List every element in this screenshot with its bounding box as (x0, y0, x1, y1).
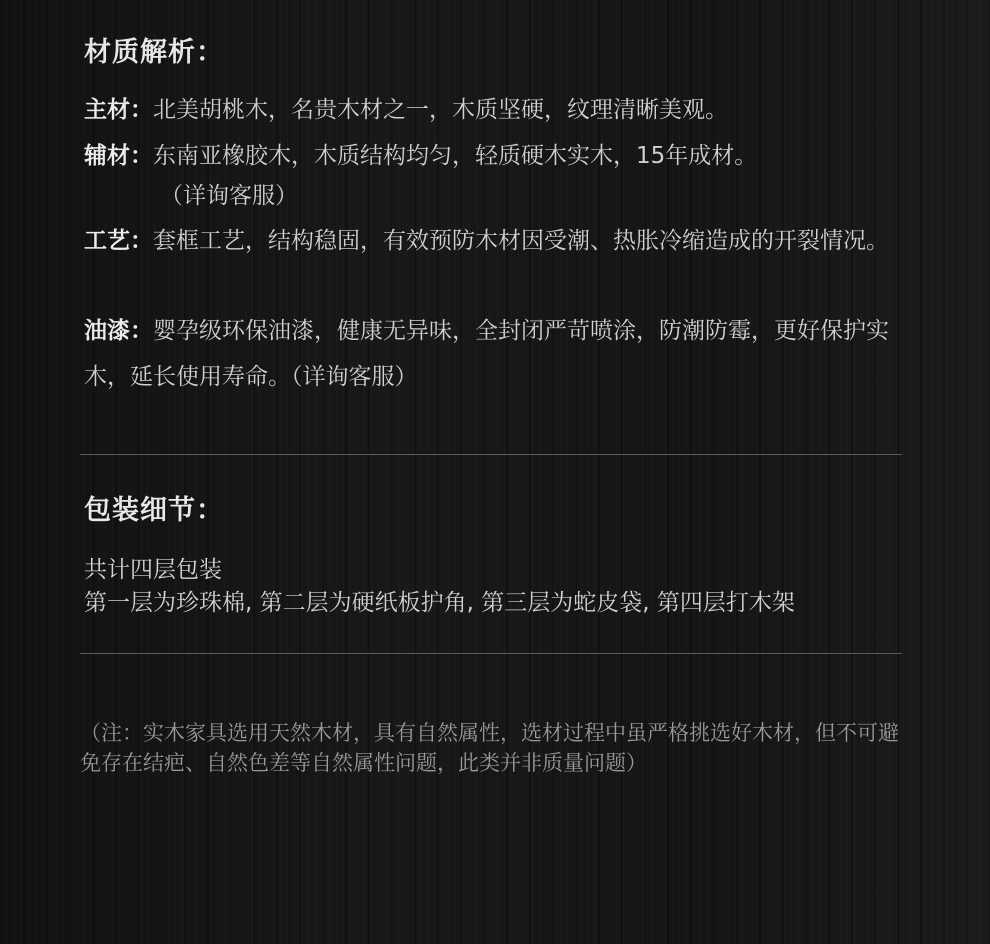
aux-material-label: 辅材： (84, 143, 153, 169)
main-material-label: 主材： (84, 97, 153, 123)
disclaimer-note: （注：实木家具选用天然木材，具有自然属性，选材过程中虽严格挑选好木材，但不可避免存在结疤、自然色差等自然属性问题，此类并非质量问题） (80, 721, 899, 775)
aux-material-extra: （详询客服） (160, 183, 298, 209)
craft-row (84, 218, 904, 264)
divider-top (80, 454, 902, 455)
material-aux-row (84, 133, 904, 179)
packaging-section-title: 包装细节： (84, 495, 224, 526)
paint-value: 婴孕级环保油漆，健康无异味，全封闭严苛喷涂，防潮防霉，更好保护实木，延长使用寿命。（详询客服） (84, 318, 889, 390)
divider-bottom (80, 653, 902, 654)
aux-material-value: 东南亚橡胶木，木质结构均匀，轻质硬木实木，15年成材。 (153, 143, 758, 169)
craft-value: 套框工艺，结构稳固，有效预防木材因受潮、热胀冷缩造成的开裂情况。 (153, 228, 889, 254)
packaging-detail: 第一层为珍珠棉, 第二层为硬纸板护角, 第三层为蛇皮袋, 第四层打木架 (84, 590, 795, 616)
material-main-row (84, 87, 904, 133)
paint-label: 油漆： (84, 318, 153, 344)
main-material-value: 北美胡桃木，名贵木材之一，木质坚硬，纹理清晰美观。 (153, 97, 728, 123)
packaging-summary: 共计四层包装 (84, 557, 222, 583)
material-section-title: 材质解析： (84, 37, 224, 68)
paint-row (84, 308, 904, 400)
craft-label: 工艺： (84, 228, 153, 254)
